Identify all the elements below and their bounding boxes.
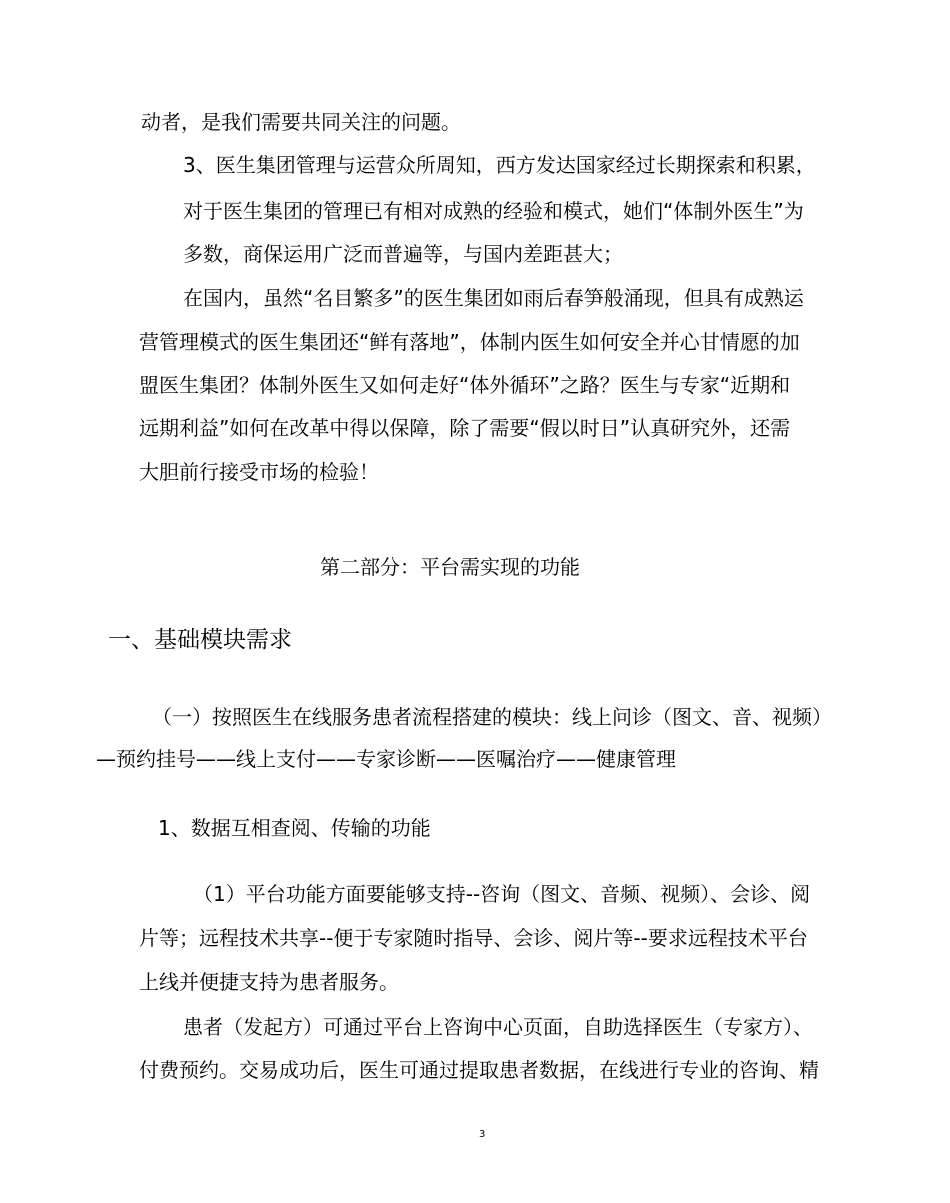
paragraph-line: 3、医生集团管理与运营众所周知，西方发达国家经过长期探索和积累， (183, 153, 816, 177)
item-body-line: 患者（发起方）可通过平台上咨询中心页面，自助选择医生（专家方）、 (183, 1015, 813, 1039)
heading-1: 一、基础模块需求 (108, 627, 292, 653)
section-title: 第二部分：平台需实现的功能 (320, 555, 580, 579)
paragraph-line: 远期利益”如何在改革中得以保障，除了需要“假以时日”认真研究外，还需 (139, 416, 791, 440)
paragraph-line: 大胆前行接受市场的检验！ (139, 460, 379, 484)
module-intro-line: —预约挂号——线上支付——专家诊断——医嘱治疗——健康管理 (96, 747, 676, 771)
paragraph-line: 动者，是我们需要共同关注的问题。 (141, 110, 461, 134)
item-title: 1、数据互相查阅、传输的功能 (158, 816, 431, 840)
paragraph-line: 盟医生集团？体制外医生又如何走好“体外循环”之路？医生与专家“近期和 (139, 373, 791, 397)
item-body-line: 付费预约。交易成功后，医生可通过提取患者数据，在线进行专业的咨询、精 (139, 1058, 819, 1082)
paragraph-line: 营管理模式的医生集团还“鲜有落地”，体制内医生如何安全并心甘情愿的加 (139, 330, 800, 354)
item-body-line: 片等；远程技术共享--便于专家随时指导、会诊、阅片等--要求远程技术平台 (139, 926, 808, 950)
item-body-line: 上线并便捷支持为患者服务。 (139, 970, 399, 994)
paragraph-line: 多数，商保运用广泛而普遍等，与国内差距甚大； (183, 242, 623, 266)
item-body-line: （1）平台功能方面要能够支持--咨询（图文、音频、视频）、会诊、阅 (193, 882, 811, 906)
module-intro-line: （一）按照医生在线服务患者流程搭建的模块：线上问诊（图文、音、视频） (152, 705, 832, 729)
paragraph-line: 对于医生集团的管理已有相对成熟的经验和模式，她们“体制外医生”为 (183, 199, 804, 223)
page-number: 3 (479, 1129, 486, 1140)
paragraph-line: 在国内，虽然“名目繁多”的医生集团如雨后春笋般涌现，但具有成熟运 (183, 286, 804, 310)
